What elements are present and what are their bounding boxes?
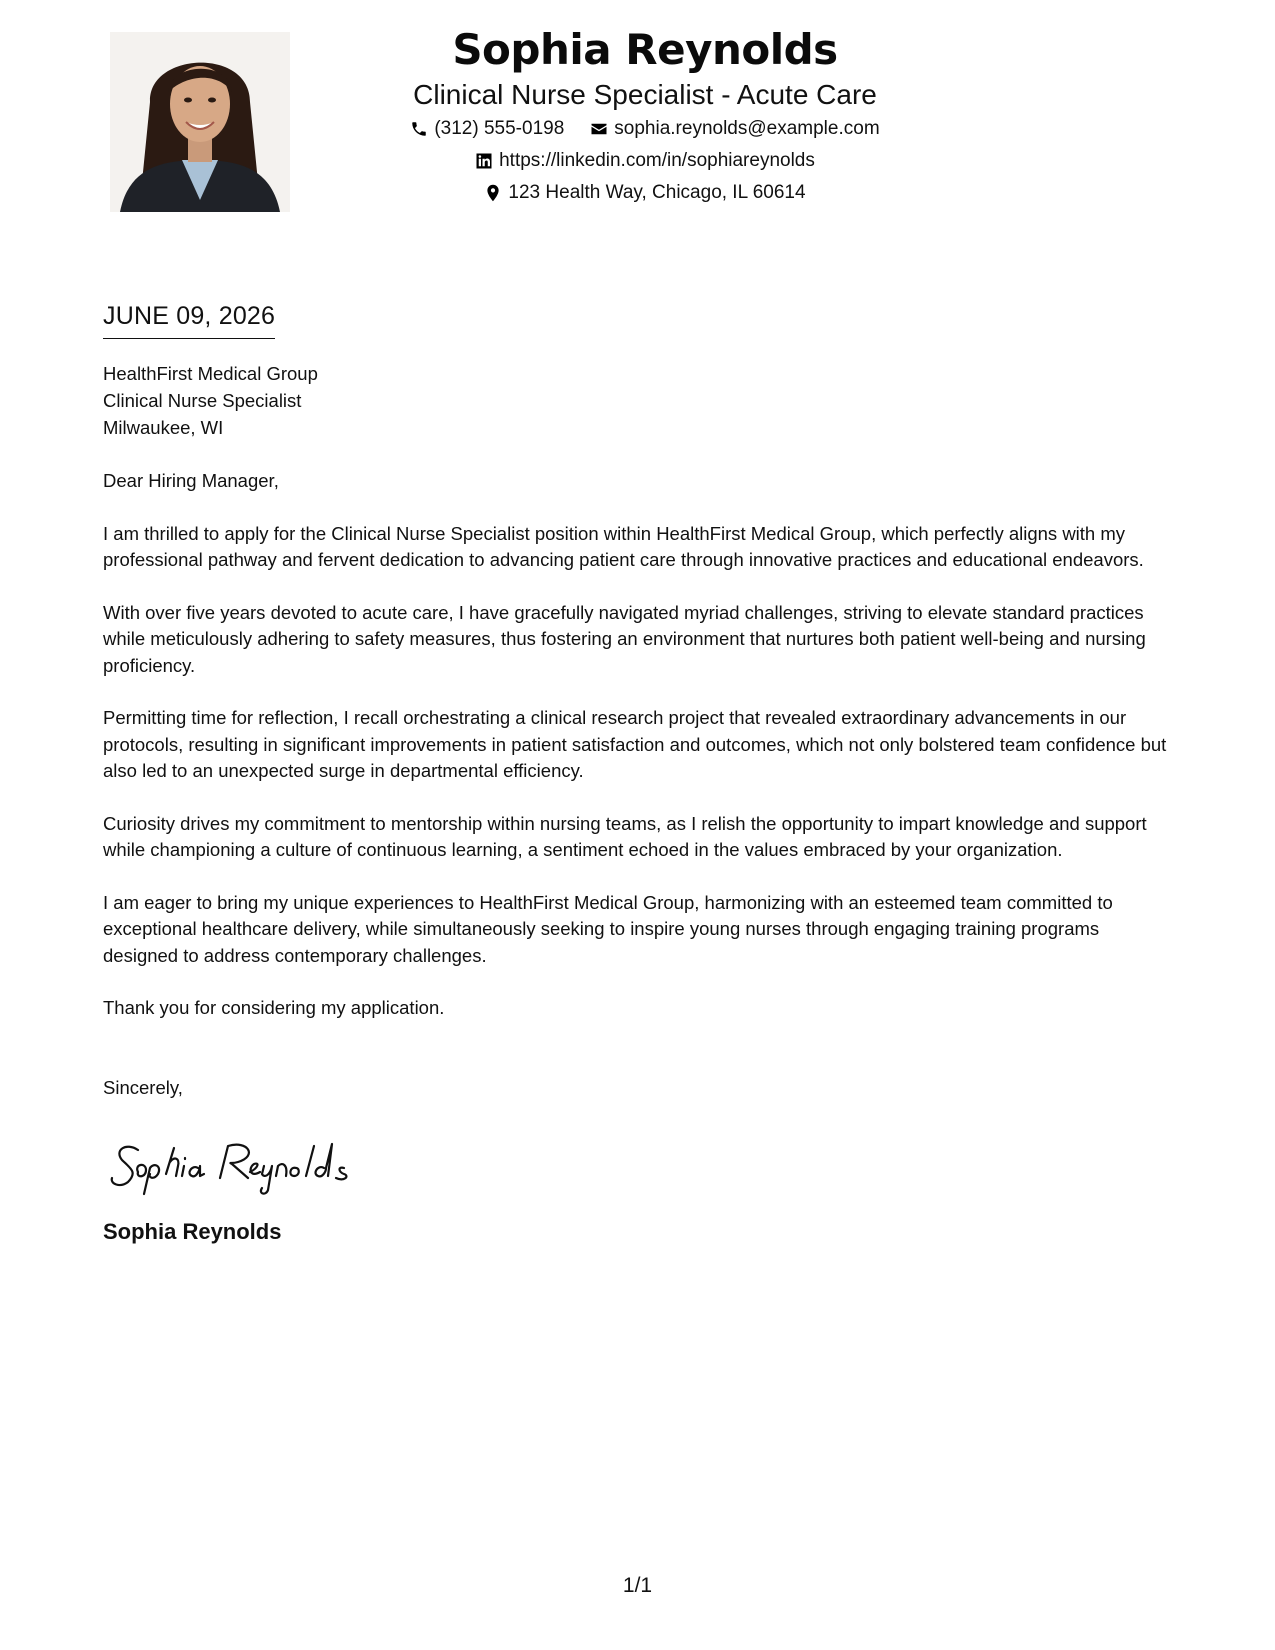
recipient-position: Clinical Nurse Specialist — [103, 390, 302, 411]
envelope-icon — [590, 120, 608, 138]
contact-row-address — [300, 180, 990, 206]
letter-header — [300, 22, 990, 206]
phone-icon — [410, 120, 428, 138]
letter-body — [103, 468, 1173, 1048]
email-address[interactable]: sophia.reynolds@example.com — [614, 118, 880, 139]
closing: Sincerely, — [103, 1077, 183, 1098]
contact-row-linkedin — [300, 148, 990, 174]
body-paragraph: I am eager to bring my unique experiences to HealthFirst Medical Group, harmonizing with an esteemed team committed to exceptional healthcare delivery, while simultaneously seeking to inspire young nurses through engaging training programs designed to address contemporary challenges. — [103, 891, 1113, 966]
address: 123 Health Way, Chicago, IL 60614 — [508, 182, 806, 203]
profile-photo — [110, 32, 290, 212]
page-number: 1/1 — [622, 1574, 653, 1597]
contact-row-phone-email — [300, 116, 990, 142]
recipient-location: Milwaukee, WI — [103, 417, 224, 438]
recipient-company: HealthFirst Medical Group — [103, 363, 318, 384]
applicant-name: Sophia Reynolds — [452, 25, 838, 74]
signer-name: Sophia Reynolds — [103, 1219, 282, 1244]
salutation: Dear Hiring Manager, — [103, 470, 279, 491]
handwritten-signature — [108, 1128, 368, 1198]
linkedin-icon — [475, 152, 493, 170]
body-paragraph: Permitting time for reflection, I recall orchestrating a clinical research project that revealed extraordinary advancements in our protocols, resulting in significant improvements in patient satisfaction and outcomes, which not only bolstered team confidence but also led to an unexpected surge in departmental efficiency. — [103, 707, 1167, 781]
applicant-title: Clinical Nurse Specialist - Acute Care — [413, 79, 877, 110]
body-paragraph: I am thrilled to apply for the Clinical Nurse Specialist position within HealthFirst Medical Group, which perfectly aligns with my professional pathway and fervent dedication to advancing patient care through innovative practices and educational endeavors. — [103, 522, 1144, 570]
body-paragraph: Thank you for considering my application. — [103, 997, 445, 1018]
map-pin-icon — [484, 184, 502, 202]
body-paragraph: Curiosity drives my commitment to mentorship within nursing teams, as I relish the opportunity to impart knowledge and support while championing a culture of continuous learning, a sentiment echoed in the values embraced by your organization. — [103, 812, 1147, 860]
letter-date: JUNE 09, 2026 — [103, 300, 275, 339]
phone-number[interactable]: (312) 555-0198 — [434, 118, 565, 139]
linkedin-url[interactable]: https://linkedin.com/in/sophiareynolds — [499, 150, 815, 171]
body-paragraph: With over five years devoted to acute care, I have gracefully navigated myriad challenges, striving to elevate standard practices while meticulously adhering to safety measures, thus fostering an environment that nurtures both patient well-being and nursing proficiency. — [103, 601, 1146, 676]
recipient-block — [103, 360, 318, 441]
